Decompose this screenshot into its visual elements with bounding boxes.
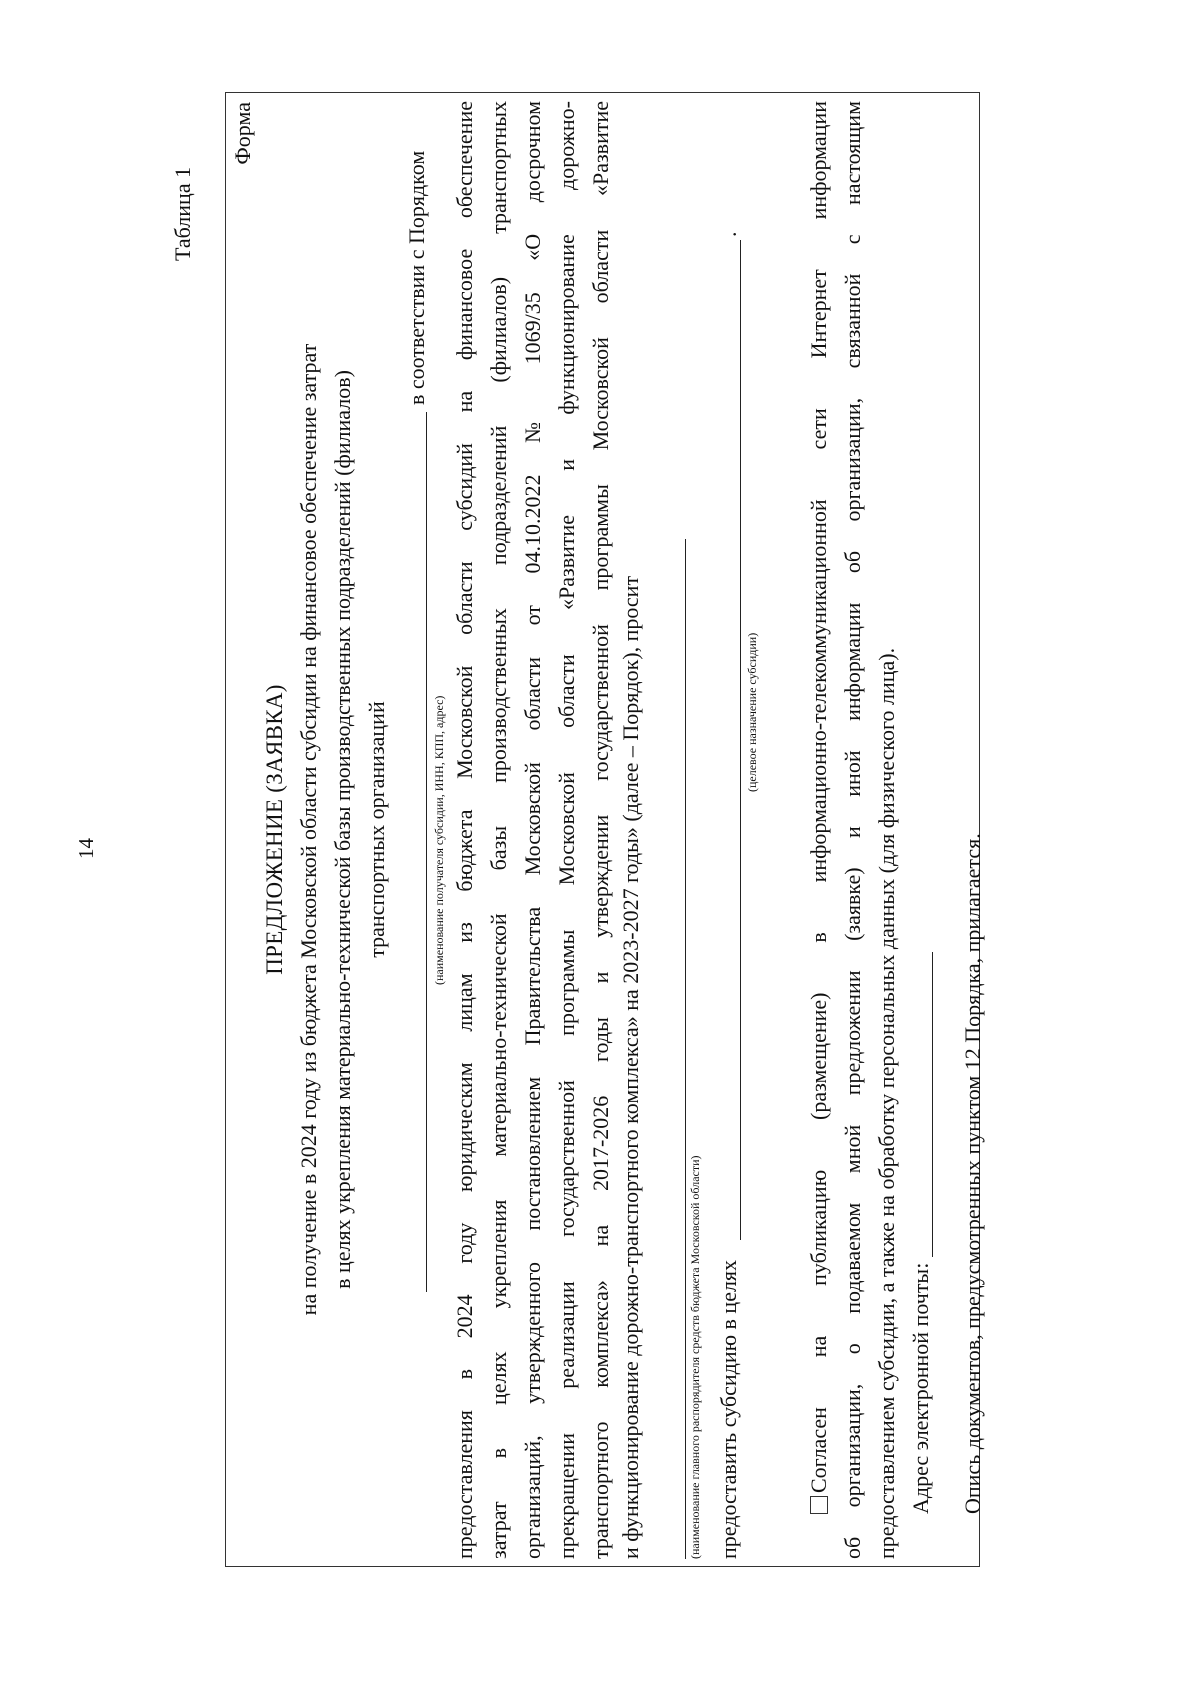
consent-text: Согласен на публикацию (размещение) в информационно-телекоммуникационной сети Интернет информации [806, 101, 831, 1493]
body-line: транспортного комплекса» на 2017-2026 годы и утверждении государственной программы Московской области «Развитие [588, 101, 613, 1559]
body-line: предоставления в 2024 году юридическим лицам из бюджета Московской области субсидий на финансовое обеспечение [452, 101, 477, 1559]
table-label: Таблица 1 [170, 166, 195, 261]
recipient-caption: (наименование получателя субсидии, ИНН, КПП, адрес) [432, 695, 446, 985]
purpose-prefix: предоставить субсидию в целях [716, 1259, 741, 1559]
page-number: 14 [74, 838, 98, 859]
body-line: затрат в целях укрепления материально-технической базы производственных подразделений (филиалов) транспортных [486, 101, 511, 1559]
documents-note: Опись документов, предусмотренных пунктом 12 Порядка, прилагается. [960, 833, 985, 1514]
purpose-period: . [716, 231, 741, 237]
form-subtitle-line: в целях укрепления материально-технической базы производственных подразделений (филиалов) [330, 370, 355, 1289]
body-line: организаций, утвержденного постановлением Правительства Московской области от 04.10.2022 № 1069/35 «О досрочном [520, 101, 545, 1559]
purpose-caption: (целевое назначение субсидии) [745, 632, 759, 792]
consent-line [806, 101, 832, 1514]
body-last-line: и функционирование дорожно-транспортного комплекса» на 2023-2027 годы» (далее – Порядок), просит [618, 575, 643, 1559]
consent-line: об организации, о подаваемом мной предложении (заявке) и иной информации об организации, связанной с настоящим [840, 101, 865, 1559]
form-subtitle-line: транспортных организаций [364, 701, 389, 958]
email-field[interactable] [932, 952, 933, 1257]
distributor-caption: (наименование главного распорядителя средств бюджета Московской области) [688, 1155, 702, 1559]
body-line: прекращении реализации государственной программы Московской области «Развитие и функционирование дорожно- [554, 101, 579, 1559]
recipient-field[interactable] [426, 412, 427, 1292]
consent-checkbox[interactable] [810, 1496, 828, 1514]
email-label: Адрес электронной почты: [908, 1262, 933, 1514]
body-paragraph [448, 101, 618, 1559]
form-title: ПРЕДЛОЖЕНИЕ (ЗАЯВКА) [262, 684, 287, 975]
consent-last-line: предоставлением субсидии, а также на обработку персональных данных (для физического лица). [874, 647, 899, 1559]
form-subtitle-line: на получение в 2024 году из бюджета Московской области субсидии на финансовое обеспечение затрат [296, 343, 321, 1316]
recipient-suffix: в соответствии с Порядком [404, 150, 429, 405]
distributor-field[interactable] [685, 539, 686, 1559]
purpose-field[interactable] [740, 240, 741, 1240]
form-label: Форма [230, 102, 255, 165]
